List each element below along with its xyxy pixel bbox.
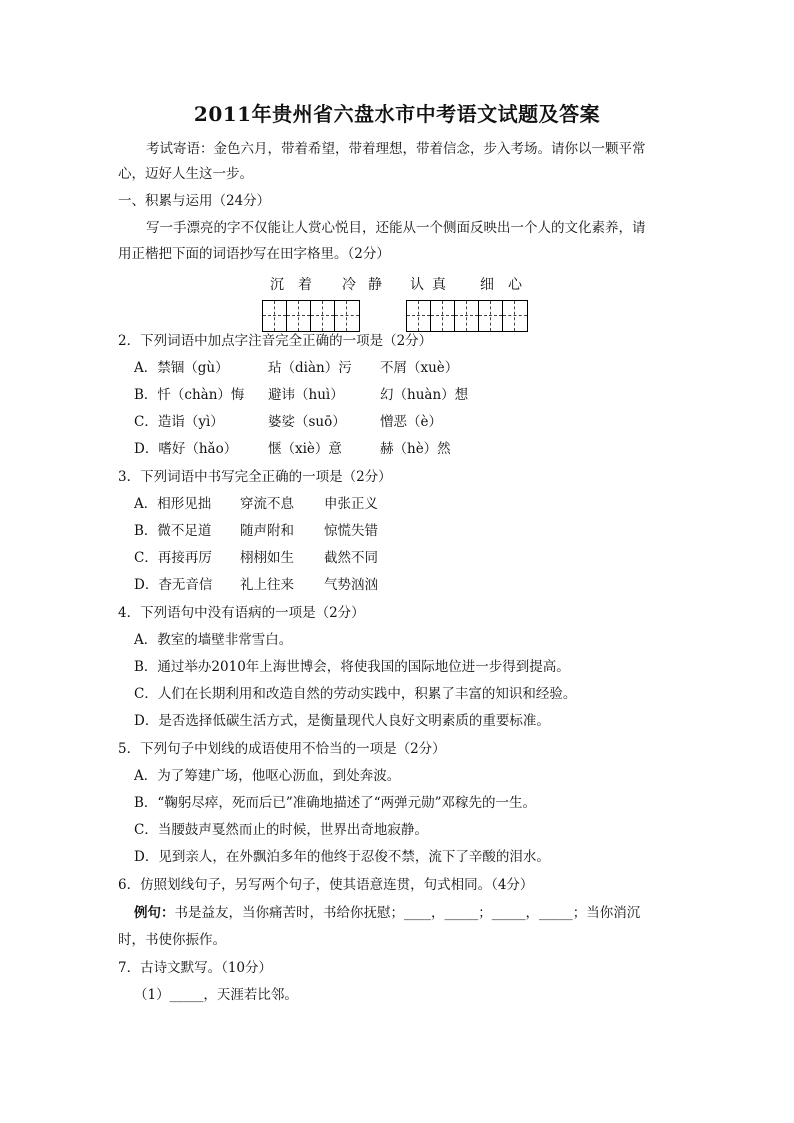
q2-stem: 2．下列词语中加点字注音完全正确的一项是（2分）	[118, 333, 433, 349]
grid-word: 认	[410, 277, 424, 293]
q5-option-b: B．“鞠躬尽瘁，死而后已”准确地描述了“两弹元勋”邓稼先的一生。	[134, 795, 537, 811]
grid-cell[interactable]	[287, 301, 311, 331]
grid-cell[interactable]	[311, 301, 335, 331]
page-title: 2011年贵州省六盘水市中考语文试题及答案	[193, 102, 601, 126]
grid-cell[interactable]	[455, 301, 479, 331]
q5-option-a: A．为了筹建广场，他呕心沥血，到处奔波。	[134, 768, 401, 784]
q3-option-c: C．再接再厉 栩栩如生 截然不同	[134, 550, 378, 566]
tian-grid-left[interactable]	[262, 300, 360, 332]
q4-stem: 4．下列语句中没有语病的一项是（2分）	[118, 605, 365, 621]
q4-option-a: A．教室的墙壁非常雪白。	[134, 632, 293, 648]
grid-word: 沉	[270, 277, 284, 293]
q4-option-c: C．人们在长期利用和改造自然的劳动实践中，积累了丰富的知识和经验。	[134, 686, 577, 702]
q1-line-1: 写一手漂亮的字不仅能让人赏心悦目，还能从一个侧面反映出一个人的文化素养，请	[146, 220, 646, 236]
grid-cell[interactable]	[407, 301, 431, 331]
q6-example-cont: 时，书使你振作。	[118, 932, 226, 948]
grid-word: 真	[432, 277, 446, 293]
q5-stem: 5．下列句子中划线的成语使用不恰当的一项是（2分）	[118, 741, 446, 757]
tian-grid-right[interactable]	[406, 300, 528, 332]
example-label: 例句：	[134, 905, 175, 921]
q2-option-b: B．忏（chàn）悔 避讳（huì） 幻（huàn）想	[134, 387, 469, 403]
q3-option-d: D．杳无音信 礼上往来 气势汹汹	[134, 577, 378, 593]
grid-word: 冷	[342, 277, 356, 293]
example-text: 书是益友，当你痛苦时，书给你抚慰；____，_____；_____，_____；当你消沉	[174, 905, 641, 921]
grid-word: 心	[508, 277, 522, 293]
grid-cell[interactable]	[263, 301, 287, 331]
intro-line-1: 考试寄语：金色六月，带着希望，带着理想，带着信念，步入考场。请你以一颗平常	[146, 141, 646, 157]
grid-cell[interactable]	[479, 301, 503, 331]
q4-option-b: B．通过举办2010年上海世博会，将使我国的国际地位进一步得到提高。	[134, 659, 570, 675]
q4-option-d: D．是否选择低碳生活方式，是衡量现代人良好文明素质的重要标准。	[134, 713, 550, 729]
q2-option-c: C．造诣（yì） 婆娑（suō） 憎恶（è）	[134, 414, 442, 430]
grid-word: 静	[368, 277, 382, 293]
grid-cell[interactable]	[503, 301, 527, 331]
section-heading: 一、积累与运用（24分）	[118, 193, 271, 209]
grid-word: 细	[480, 277, 494, 293]
intro-line-2: 心，迈好人生这一步。	[118, 166, 253, 182]
grid-cell[interactable]	[335, 301, 359, 331]
q1-line-2: 用正楷把下面的词语抄写在田字格里。（2分）	[118, 246, 390, 262]
q2-option-d: D．嗜好（hǎo） 惬（xiè）意 赫（hè）然	[134, 441, 451, 457]
q5-option-d: D．见到亲人，在外飘泊多年的他终于忍俊不禁，流下了辛酸的泪水。	[134, 849, 550, 865]
q2-option-a: A．禁锢（gù） 玷（diàn）污 不屑（xuè）	[134, 360, 459, 376]
q7-item-1: （1）_____，天涯若比邻。	[134, 987, 298, 1003]
grid-cell[interactable]	[431, 301, 455, 331]
q5-option-c: C．当腰鼓声戛然而止的时候，世界出奇地寂静。	[134, 822, 428, 838]
q3-stem: 3．下列词语中书写完全正确的一项是（2分）	[118, 469, 392, 485]
q6-example	[134, 903, 704, 923]
q3-option-a: A．相形见拙 穿流不息 申张正义	[134, 496, 378, 512]
q7-stem: 7．古诗文默写。（10分）	[118, 960, 273, 976]
q6-stem: 6．仿照划线句子，另写两个句子，使其语意连贯，句式相同。（4分）	[118, 877, 534, 893]
q3-option-b: B．微不足道 随声附和 惊慌失错	[134, 523, 378, 539]
grid-word: 着	[298, 277, 312, 293]
